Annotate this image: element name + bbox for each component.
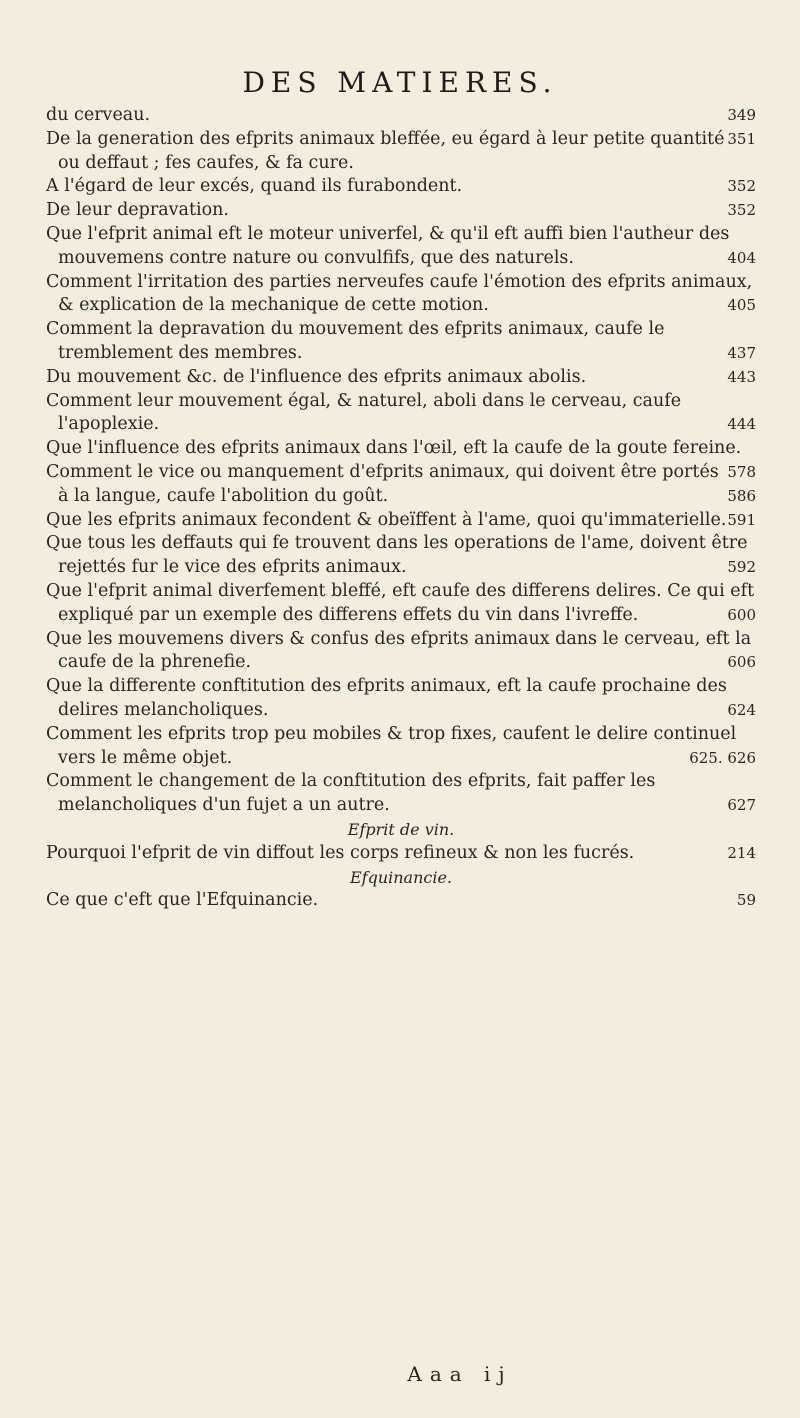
index-entry (46, 318, 756, 366)
page-number: 625. 626 (689, 748, 756, 767)
entry-text: Comment le vice ou manquement d'efprits animaux, qui doivent être portés à la langue, caufe l'abolition du goût. (46, 461, 719, 506)
page-number: 59 (736, 891, 756, 910)
index-entry (46, 223, 756, 271)
entry-text: Que la differente conftitution des efprits animaux, eft la caufe prochaine des delires melancholiques. (46, 676, 727, 720)
entry-text: Comment le changement de la conftitution des efprits, fait paffer les melancholiques d'un fujet a un autre. (46, 771, 656, 816)
index-entry (46, 675, 756, 723)
index-entry (46, 842, 756, 866)
page-number: 444 (727, 415, 756, 434)
entry-text: A l'égard de leur excés, quand ils furabondent. (46, 176, 463, 197)
section-heading: Efprit de vin. (347, 819, 455, 839)
entry-text: du cerveau. (46, 105, 151, 125)
entry-text: Comment les efprits trop peu mobiles & trop fixes, caufent le delire continuel vers le même objet. (46, 723, 737, 768)
index-entry (46, 723, 756, 771)
index-entry (46, 199, 756, 223)
entry-text: Comment l'irritation des parties nerveufes caufe l'émotion des efprits animaux, & explication de la mechanique de cette motion. (46, 271, 753, 316)
index-entry (46, 889, 756, 913)
entry-text: Que l'influence des efprits animaux dans l'œil, eft la caufe de la goute fereine. (46, 438, 742, 459)
page-number: 405 (727, 296, 756, 315)
page-header: DES MATIERES. (242, 66, 558, 99)
page-number: 351 (727, 129, 756, 148)
page-number: 578 (727, 462, 756, 481)
entry-text: Comment la depravation du mouvement des efprits animaux, caufe le tremblement des membres. (46, 319, 665, 363)
page-number: 592 (727, 558, 756, 577)
entry-text: Que les mouvemens divers & confus des efprits animaux dans le cerveau, eft la caufe de la phrenefie. (46, 628, 752, 673)
entry-text: De la generation des efprits animaux bleffée, eu égard à leur petite quantité ou deffaut ; fes caufes, & fa cure. (46, 128, 725, 173)
index-entry (46, 461, 756, 509)
page-number: 586 (727, 486, 756, 505)
page-number: 606 (727, 653, 756, 672)
index-entry (46, 271, 756, 319)
index-entry (46, 770, 756, 818)
page-number: 437 (727, 343, 756, 362)
index-entry (46, 437, 756, 481)
section-heading: Efquinancie. (349, 867, 453, 887)
page-number: 352 (727, 201, 756, 220)
page-number: 624 (727, 700, 756, 719)
entry-text: Pourquoi l'efprit de vin diffout les corps refineux & non les fucrés. (46, 842, 635, 863)
page-number: 600 (727, 605, 756, 624)
page-number: 214 (727, 843, 756, 862)
index-entry (46, 104, 756, 128)
index-entry (46, 509, 756, 533)
page-number: 349 (727, 106, 756, 124)
index-entry (46, 366, 756, 390)
page-number: 352 (727, 177, 756, 196)
index-entry (46, 580, 756, 628)
entry-text: Comment leur mouvement égal, & naturel, aboli dans le cerveau, caufe l'apoplexie. (46, 390, 682, 435)
entry-text: Du mouvement &c. de l'influence des efprits animaux abolis. (46, 366, 587, 387)
page-number: 443 (727, 367, 756, 386)
entry-text: Que les efprits animaux fecondent & obeïffent à l'ame, quoi qu'immaterielle. (46, 509, 727, 530)
page-number: 591 (727, 510, 756, 529)
index-body (46, 104, 756, 913)
entry-text: Ce que c'eft que l'Efquinancie. (46, 890, 319, 911)
page-number: 627 (727, 796, 756, 815)
page-number: 404 (727, 248, 756, 267)
index-entry (46, 390, 756, 438)
index-entry (46, 175, 756, 199)
index-entry (46, 128, 756, 176)
entry-text: De leur depravation. (46, 200, 229, 221)
entry-text: Que tous les deffauts qui fe trouvent dans les operations de l'ame, doivent être rejettés fur le vice des efprits animaux. (46, 533, 748, 578)
entry-text: Que l'efprit animal eft le moteur univerfel, & qu'il eft auffi bien l'autheur des mouvemens contre nature ou convulfifs, que des naturels. (46, 223, 730, 268)
printer-signature: Aaa ij (407, 1362, 513, 1386)
index-entry (46, 628, 756, 676)
entry-text: Que l'efprit animal diverfement bleffé, eft caufe des differens delires. Ce qui eft expliqué par un exemple des differens effets du vin dans l'ivreffe. (46, 580, 755, 625)
index-entry (46, 532, 756, 580)
